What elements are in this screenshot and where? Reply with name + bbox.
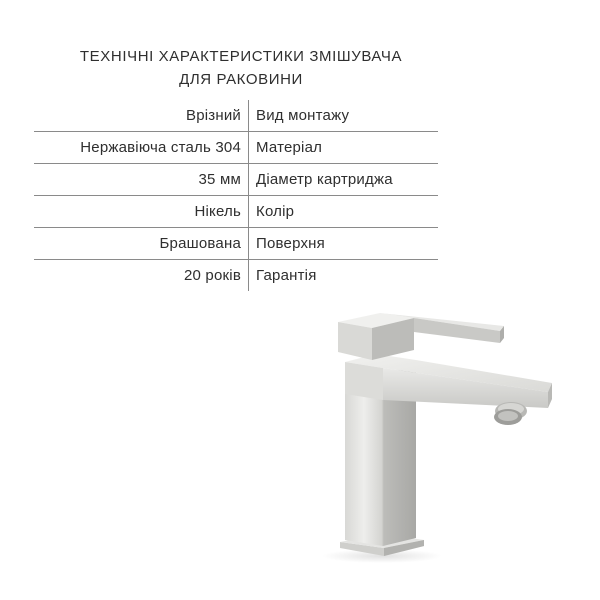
spec-label: Колір — [249, 196, 439, 228]
spec-value: Нержавіюча сталь 304 — [34, 132, 249, 164]
spec-label: Поверхня — [249, 228, 439, 260]
spec-value: Врізний — [34, 100, 249, 132]
table-row — [34, 260, 438, 292]
spec-value: Нікель — [34, 196, 249, 228]
spec-label: Матеріал — [249, 132, 439, 164]
aerator-icon — [494, 402, 527, 425]
specs-table — [34, 100, 438, 291]
spec-label: Гарантія — [249, 260, 439, 292]
table-row — [34, 228, 438, 260]
table-row — [34, 132, 438, 164]
spec-label: Діаметр картриджа — [249, 164, 439, 196]
table-row — [34, 196, 438, 228]
spec-value: Брашована — [34, 228, 249, 260]
spec-value: 35 мм — [34, 164, 249, 196]
spec-label: Вид монтажу — [256, 107, 350, 124]
table-row — [34, 100, 438, 132]
spec-value: 20 років — [34, 260, 249, 292]
title-line-2: ДЛЯ РАКОВИНИ — [179, 71, 303, 88]
table-row — [34, 164, 438, 196]
faucet-product-image — [300, 300, 600, 590]
lever-handle — [338, 313, 504, 360]
title-line-1: ТЕХНІЧНІ ХАРАКТЕРИСТИКИ ЗМІШУВАЧА — [79, 48, 403, 65]
page-title — [0, 45, 482, 91]
